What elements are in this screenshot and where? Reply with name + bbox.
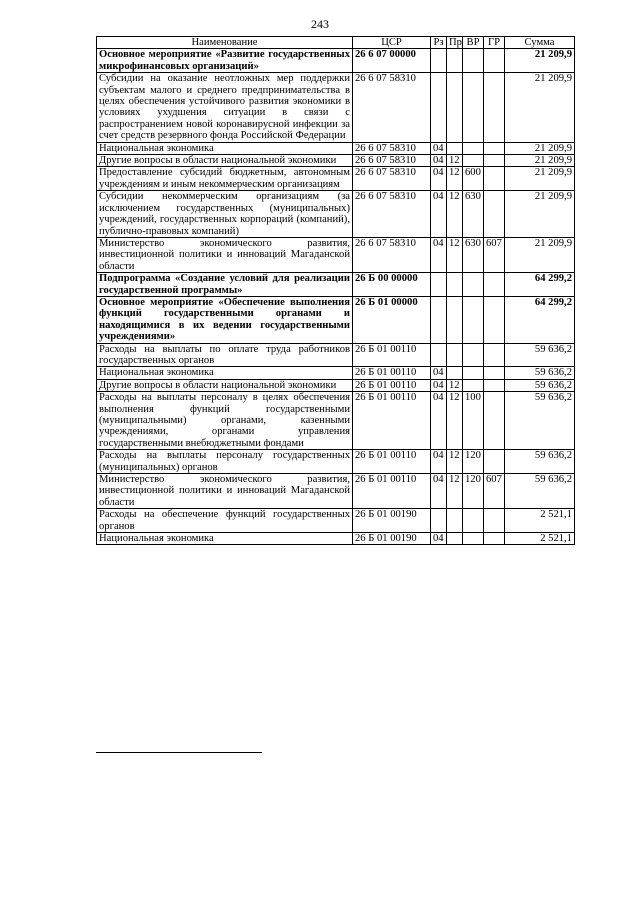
table-row: [97, 237, 575, 272]
cell-gr: [484, 155, 505, 167]
cell-sum: 64 299,2: [505, 296, 575, 343]
cell-gr: [484, 73, 505, 142]
cell-sum: 21 209,9: [505, 237, 575, 272]
cell-rz: [431, 343, 447, 367]
cell-gr: [484, 392, 505, 450]
cell-sum: 59 636,2: [505, 474, 575, 509]
cell-sum: 59 636,2: [505, 450, 575, 474]
cell-pr: 12: [447, 450, 463, 474]
table-row: [97, 273, 575, 297]
page-number: 243: [311, 17, 329, 31]
cell-vr: [463, 49, 484, 73]
header-pr: Пр: [447, 37, 463, 49]
cell-name: Предоставление субсидий бюджетным, автономным учреждениям и иным некоммерческим организациям: [97, 167, 353, 191]
cell-rz: 04: [431, 142, 447, 154]
cell-sum: 64 299,2: [505, 273, 575, 297]
cell-csr: 26 Б 01 00190: [353, 509, 431, 533]
cell-name: Национальная экономика: [97, 367, 353, 379]
cell-sum: 21 209,9: [505, 49, 575, 73]
cell-name: Подпрограмма «Создание условий для реализации государственной программы»: [97, 273, 353, 297]
cell-name: Другие вопросы в области национальной экономики: [97, 155, 353, 167]
budget-table: [96, 36, 575, 545]
cell-pr: 12: [447, 155, 463, 167]
cell-rz: 04: [431, 167, 447, 191]
cell-pr: [447, 533, 463, 545]
cell-vr: [463, 379, 484, 391]
cell-sum: 59 636,2: [505, 367, 575, 379]
cell-gr: [484, 296, 505, 343]
cell-pr: 12: [447, 191, 463, 238]
cell-name: Расходы на выплаты персоналу в целях обеспечения выполнения функций государственными (муниципальными) органами, казенными учреждениями, органами управления государственными внебюджетными фондами: [97, 392, 353, 450]
cell-gr: [484, 533, 505, 545]
cell-gr: [484, 142, 505, 154]
cell-csr: 26 Б 01 00110: [353, 367, 431, 379]
cell-csr: 26 6 07 58310: [353, 142, 431, 154]
cell-csr: 26 Б 01 00190: [353, 533, 431, 545]
cell-csr: 26 Б 01 00110: [353, 379, 431, 391]
cell-rz: 04: [431, 367, 447, 379]
cell-vr: [463, 533, 484, 545]
cell-rz: 04: [431, 237, 447, 272]
cell-sum: 21 209,9: [505, 155, 575, 167]
cell-gr: [484, 273, 505, 297]
footnote-separator: [96, 752, 262, 753]
cell-rz: [431, 296, 447, 343]
table-row: [97, 142, 575, 154]
cell-csr: 26 6 07 58310: [353, 167, 431, 191]
cell-csr: 26 Б 01 00110: [353, 450, 431, 474]
cell-gr: [484, 191, 505, 238]
cell-pr: 12: [447, 167, 463, 191]
cell-pr: 12: [447, 392, 463, 450]
cell-vr: 120: [463, 450, 484, 474]
table-row: [97, 533, 575, 545]
table-header-row: [97, 37, 575, 49]
cell-gr: [484, 167, 505, 191]
cell-sum: 2 521,1: [505, 533, 575, 545]
cell-gr: [484, 367, 505, 379]
cell-vr: [463, 367, 484, 379]
table-row: [97, 450, 575, 474]
cell-name: Субсидии на оказание неотложных мер поддержки субъектам малого и среднего предпринимательства в целях обеспечения устойчивого развития экономики в условиях ухудшения ситуации в связи с распространением новой коронавирусной инфекции за счет средств резервного фонда Российской Федерации: [97, 73, 353, 142]
cell-pr: 12: [447, 237, 463, 272]
cell-pr: [447, 367, 463, 379]
table-row: [97, 474, 575, 509]
cell-pr: [447, 49, 463, 73]
cell-name: Министерство экономического развития, инвестиционной политики и инноваций Магаданской области: [97, 474, 353, 509]
cell-rz: 04: [431, 533, 447, 545]
cell-vr: [463, 343, 484, 367]
cell-vr: [463, 509, 484, 533]
cell-pr: [447, 296, 463, 343]
cell-pr: [447, 343, 463, 367]
table-row: [97, 343, 575, 367]
table-row: [97, 296, 575, 343]
cell-gr: [484, 49, 505, 73]
cell-rz: 04: [431, 379, 447, 391]
table-row: [97, 167, 575, 191]
cell-rz: 04: [431, 155, 447, 167]
cell-sum: 59 636,2: [505, 379, 575, 391]
cell-name: Национальная экономика: [97, 533, 353, 545]
cell-name: Основное мероприятие «Обеспечение выполнения функций государственными органами и находящимися в их ведении государственными учреждениями»: [97, 296, 353, 343]
cell-rz: [431, 509, 447, 533]
table-row: [97, 392, 575, 450]
cell-csr: 26 6 07 58310: [353, 191, 431, 238]
header-sum: Сумма: [505, 37, 575, 49]
header-rz: Рз: [431, 37, 447, 49]
cell-vr: [463, 73, 484, 142]
cell-csr: 26 Б 01 00110: [353, 474, 431, 509]
cell-pr: [447, 509, 463, 533]
cell-vr: [463, 273, 484, 297]
cell-name: Расходы на обеспечение функций государственных органов: [97, 509, 353, 533]
cell-gr: [484, 450, 505, 474]
cell-gr: [484, 343, 505, 367]
cell-vr: [463, 155, 484, 167]
cell-pr: [447, 73, 463, 142]
cell-vr: 120: [463, 474, 484, 509]
table-row: [97, 509, 575, 533]
header-csr: ЦСР: [353, 37, 431, 49]
cell-sum: 21 209,9: [505, 73, 575, 142]
cell-gr: 607: [484, 237, 505, 272]
cell-vr: [463, 142, 484, 154]
cell-vr: [463, 296, 484, 343]
cell-csr: 26 6 07 58310: [353, 237, 431, 272]
cell-sum: 21 209,9: [505, 191, 575, 238]
cell-rz: 04: [431, 392, 447, 450]
table-row: [97, 367, 575, 379]
table-row: [97, 191, 575, 238]
cell-rz: [431, 49, 447, 73]
header-vr: ВР: [463, 37, 484, 49]
cell-csr: 26 Б 01 00000: [353, 296, 431, 343]
cell-csr: 26 Б 00 00000: [353, 273, 431, 297]
cell-rz: 04: [431, 450, 447, 474]
cell-pr: [447, 273, 463, 297]
table-row: [97, 73, 575, 142]
cell-name: Другие вопросы в области национальной экономики: [97, 379, 353, 391]
table-row: [97, 155, 575, 167]
cell-vr: 630: [463, 191, 484, 238]
cell-rz: [431, 73, 447, 142]
cell-vr: 100: [463, 392, 484, 450]
cell-name: Субсидии некоммерческим организациям (за исключением государственных (муниципальных) учреждений, государственных корпораций (компаний), публично-правовых компаний): [97, 191, 353, 238]
cell-sum: 21 209,9: [505, 167, 575, 191]
cell-name: Министерство экономического развития, инвестиционной политики и инноваций Магаданской области: [97, 237, 353, 272]
cell-name: Расходы на выплаты персоналу государственных (муниципальных) органов: [97, 450, 353, 474]
cell-sum: 2 521,1: [505, 509, 575, 533]
cell-name: Основное мероприятие «Развитие государственных микрофинансовых организаций»: [97, 49, 353, 73]
table-row: [97, 49, 575, 73]
header-name: Наименование: [97, 37, 353, 49]
cell-rz: 04: [431, 474, 447, 509]
cell-pr: 12: [447, 474, 463, 509]
cell-vr: 630: [463, 237, 484, 272]
cell-sum: 59 636,2: [505, 343, 575, 367]
header-gr: ГР: [484, 37, 505, 49]
cell-pr: 12: [447, 379, 463, 391]
table-row: [97, 379, 575, 391]
cell-csr: 26 6 07 58310: [353, 155, 431, 167]
cell-gr: 607: [484, 474, 505, 509]
cell-name: Национальная экономика: [97, 142, 353, 154]
cell-rz: 04: [431, 191, 447, 238]
cell-csr: 26 6 07 58310: [353, 73, 431, 142]
cell-csr: 26 Б 01 00110: [353, 392, 431, 450]
cell-name: Расходы на выплаты по оплате труда работников государственных органов: [97, 343, 353, 367]
cell-sum: 59 636,2: [505, 392, 575, 450]
cell-gr: [484, 379, 505, 391]
cell-rz: [431, 273, 447, 297]
cell-gr: [484, 509, 505, 533]
cell-csr: 26 Б 01 00110: [353, 343, 431, 367]
cell-sum: 21 209,9: [505, 142, 575, 154]
cell-vr: 600: [463, 167, 484, 191]
cell-pr: [447, 142, 463, 154]
cell-csr: 26 6 07 00000: [353, 49, 431, 73]
